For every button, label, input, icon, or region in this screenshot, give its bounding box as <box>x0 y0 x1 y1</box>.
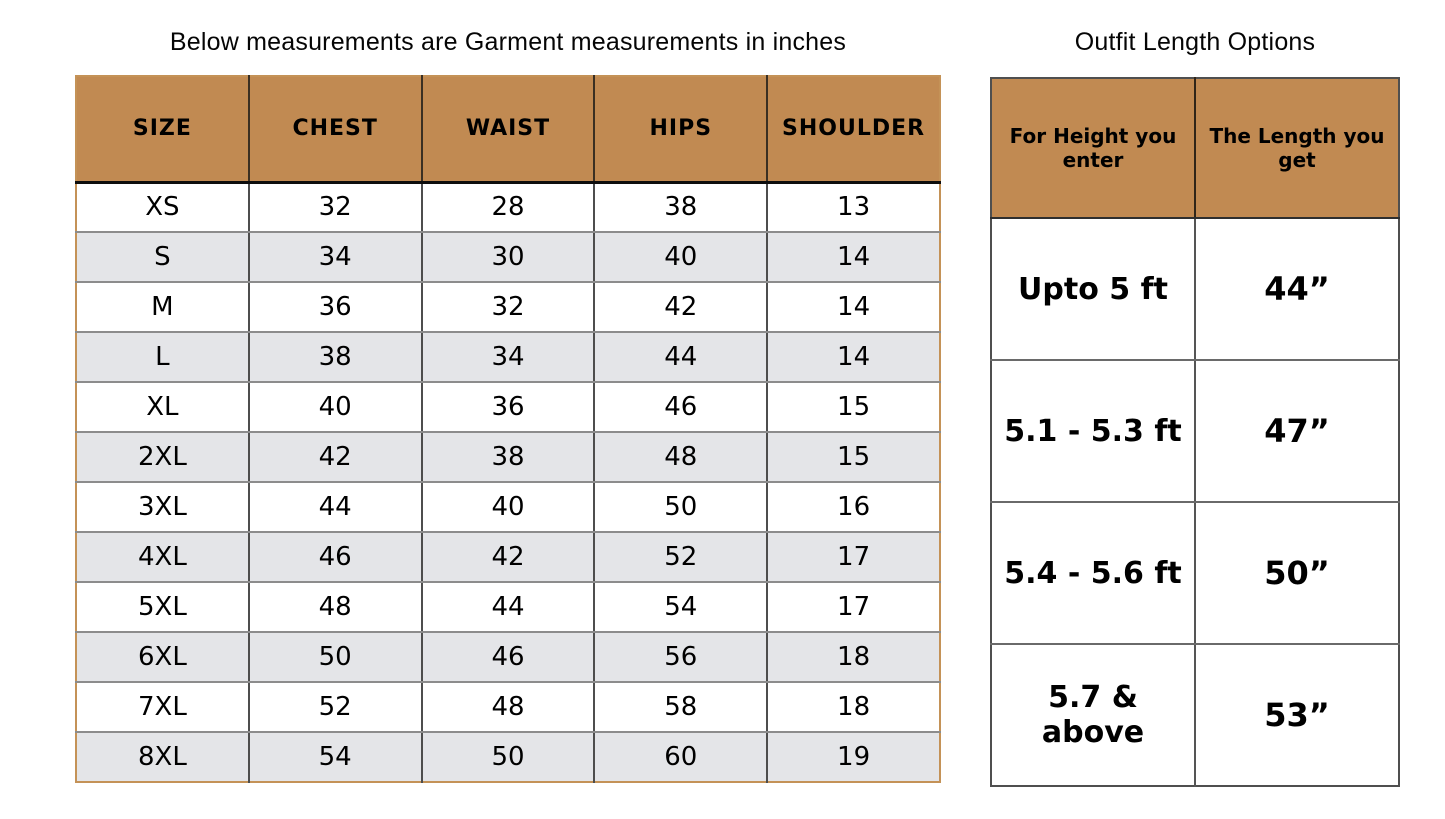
cell-shoulder: 18 <box>767 632 940 682</box>
cell-waist: 38 <box>422 432 595 482</box>
column-header-hips: HIPS <box>594 76 767 182</box>
cell-hips: 54 <box>594 582 767 632</box>
cell-shoulder: 15 <box>767 432 940 482</box>
cell-chest: 40 <box>249 382 422 432</box>
cell-hips: 48 <box>594 432 767 482</box>
size-row-8xl <box>76 732 940 782</box>
garment-size-table <box>75 75 941 783</box>
cell-height-range: Upto 5 ft <box>991 218 1195 360</box>
cell-size: S <box>76 232 249 282</box>
size-row-5xl <box>76 582 940 632</box>
column-header-length-you-get: The Length you get <box>1195 78 1399 218</box>
cell-length-value: 53” <box>1264 696 1330 734</box>
cell-hips: 42 <box>594 282 767 332</box>
cell-shoulder: 14 <box>767 282 940 332</box>
cell-waist: 34 <box>422 332 595 382</box>
cell-chest: 42 <box>249 432 422 482</box>
cell-size: 5XL <box>76 582 249 632</box>
size-row-6xl <box>76 632 940 682</box>
cell-chest: 32 <box>249 182 422 232</box>
length-table-header-row <box>991 78 1399 218</box>
cell-chest: 44 <box>249 482 422 532</box>
cell-length-value: 47” <box>1195 360 1399 502</box>
cell-hips: 52 <box>594 532 767 582</box>
size-row-xl <box>76 382 940 432</box>
cell-size: 2XL <box>76 432 249 482</box>
cell-hips: 40 <box>594 232 767 282</box>
cell-height-range: 5.1 - 5.3 ft <box>991 360 1195 502</box>
size-row-7xl <box>76 682 940 732</box>
column-header-chest: CHEST <box>249 76 422 182</box>
cell-waist: 36 <box>422 382 595 432</box>
length-row-upto-5ft <box>991 218 1399 360</box>
cell-hips: 46 <box>594 382 767 432</box>
cell-size: M <box>76 282 249 332</box>
cell-waist: 44 <box>422 582 595 632</box>
cell-hips: 44 <box>594 332 767 382</box>
cell-shoulder: 14 <box>767 332 940 382</box>
cell-size: 3XL <box>76 482 249 532</box>
cell-chest: 34 <box>249 232 422 282</box>
outfit-length-title: Outfit Length Options <box>1074 28 1316 56</box>
cell-shoulder: 19 <box>837 742 871 772</box>
cell-waist: 42 <box>422 532 595 582</box>
cell-size: 8XL <box>76 732 249 782</box>
cell-size: 6XL <box>76 632 249 682</box>
cell-shoulder: 17 <box>767 532 940 582</box>
size-table-header-row <box>76 76 940 182</box>
size-row-s <box>76 232 940 282</box>
size-row-2xl <box>76 432 940 482</box>
cell-waist: 32 <box>422 282 595 332</box>
cell-height-range: 5.7 & above <box>991 644 1195 786</box>
cell-size: 7XL <box>76 682 249 732</box>
cell-hips: 50 <box>594 482 767 532</box>
cell-waist: 46 <box>422 632 595 682</box>
size-row-l <box>76 332 940 382</box>
cell-chest: 38 <box>249 332 422 382</box>
cell-shoulder: 18 <box>767 682 940 732</box>
column-header-size: SIZE <box>76 76 249 182</box>
cell-waist: 48 <box>422 682 595 732</box>
cell-length-value: 44” <box>1195 218 1399 360</box>
length-row-5-1-to-5-3 <box>991 360 1399 502</box>
size-row-4xl <box>76 532 940 582</box>
cell-size: XL <box>76 382 249 432</box>
outfit-length-table <box>990 77 1400 787</box>
size-row-m <box>76 282 940 332</box>
cell-size: 4XL <box>76 532 249 582</box>
cell-shoulder: 14 <box>767 232 940 282</box>
length-row-5-7-and-above <box>991 644 1399 786</box>
cell-chest: 46 <box>249 532 422 582</box>
cell-shoulder: 15 <box>767 382 940 432</box>
cell-shoulder: 17 <box>767 582 940 632</box>
size-row-3xl <box>76 482 940 532</box>
cell-waist: 28 <box>422 182 595 232</box>
cell-shoulder: 13 <box>767 182 940 232</box>
cell-hips: 56 <box>594 632 767 682</box>
cell-length-value: 50” <box>1195 502 1399 644</box>
cell-height-range: 5.4 - 5.6 ft <box>991 502 1195 644</box>
column-header-waist: WAIST <box>422 76 595 182</box>
cell-waist: 50 <box>422 732 595 782</box>
cell-waist: 40 <box>422 482 595 532</box>
cell-chest: 52 <box>249 682 422 732</box>
cell-hips: 38 <box>594 182 767 232</box>
cell-chest: 36 <box>249 282 422 332</box>
cell-hips: 60 <box>594 732 767 782</box>
column-header-height-entered: For Height you enter <box>991 78 1195 218</box>
length-row-5-4-to-5-6 <box>991 502 1399 644</box>
cell-shoulder: 16 <box>767 482 940 532</box>
size-row-xs <box>76 182 940 232</box>
cell-chest: 54 <box>249 732 422 782</box>
column-header-shoulder: SHOULDER <box>767 76 940 182</box>
cell-waist: 30 <box>422 232 595 282</box>
cell-hips: 58 <box>594 682 767 732</box>
garment-measurements-title: Below measurements are Garment measurements in inches <box>169 28 847 56</box>
cell-chest: 48 <box>249 582 422 632</box>
cell-size: XS <box>76 182 249 232</box>
cell-size: L <box>76 332 249 382</box>
cell-chest: 50 <box>249 632 422 682</box>
